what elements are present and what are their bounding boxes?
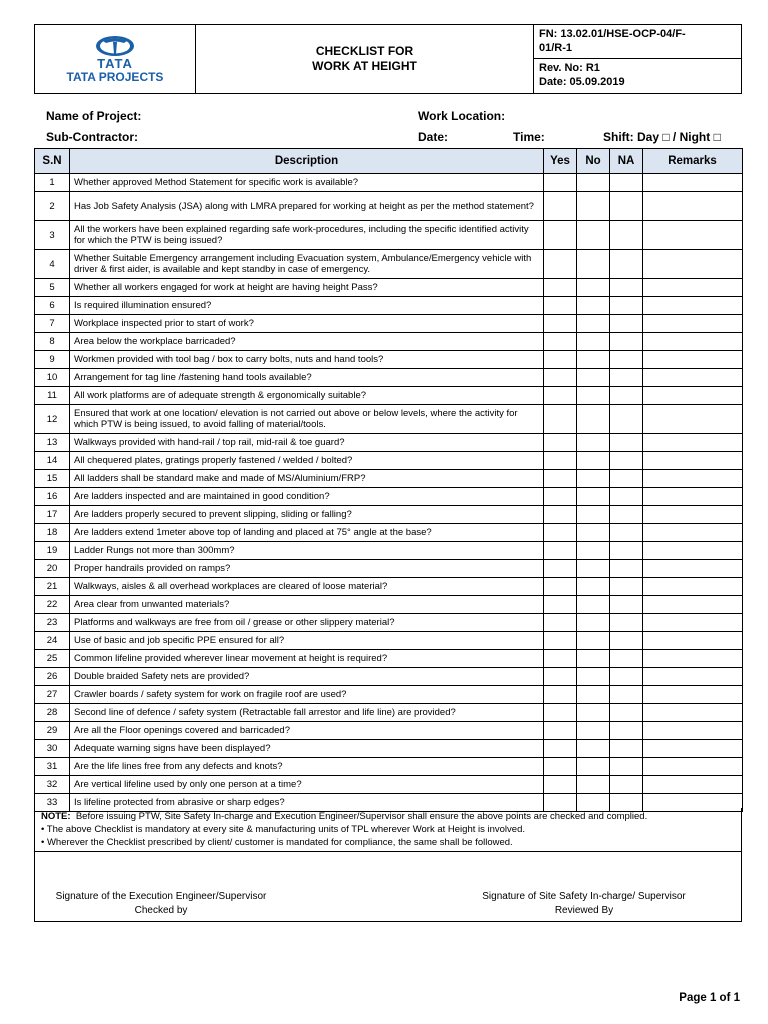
no-cell[interactable] [577, 387, 610, 405]
na-cell[interactable] [610, 315, 643, 333]
yes-cell[interactable] [544, 192, 577, 221]
row-description: Has Job Safety Analysis (JSA) along with LMRA prepared for working at height as per the method statement? [70, 192, 544, 221]
no-cell[interactable] [577, 632, 610, 650]
no-cell[interactable] [577, 740, 610, 758]
row-number: 6 [35, 297, 70, 315]
row-description: Whether Suitable Emergency arrangement including Evacuation system, Ambulance/Emergency vehicle with driver & first aider, is available and kept standby in case of emergency. [70, 250, 544, 279]
remarks-cell[interactable] [643, 333, 743, 351]
yes-cell[interactable] [544, 470, 577, 488]
yes-cell[interactable] [544, 434, 577, 452]
column-header-sn: S.N [35, 149, 70, 174]
no-cell[interactable] [577, 668, 610, 686]
row-description: Double braided Safety nets are provided? [70, 668, 544, 686]
na-cell[interactable] [610, 704, 643, 722]
yes-cell[interactable] [544, 221, 577, 250]
na-cell[interactable] [610, 524, 643, 542]
na-cell[interactable] [610, 506, 643, 524]
na-cell[interactable] [610, 560, 643, 578]
remarks-cell[interactable] [643, 776, 743, 794]
no-cell[interactable] [577, 250, 610, 279]
na-cell[interactable] [610, 758, 643, 776]
na-cell[interactable] [610, 221, 643, 250]
yes-cell[interactable] [544, 722, 577, 740]
note-label: NOTE: [41, 811, 71, 822]
no-cell[interactable] [577, 297, 610, 315]
na-cell[interactable] [610, 488, 643, 506]
column-header-remarks: Remarks [643, 149, 743, 174]
remarks-cell[interactable] [643, 578, 743, 596]
table-row [35, 524, 743, 542]
table-row [35, 668, 743, 686]
table-row [35, 221, 743, 250]
remarks-cell[interactable] [643, 722, 743, 740]
company-logo [35, 25, 196, 93]
no-cell[interactable] [577, 488, 610, 506]
no-cell[interactable] [577, 686, 610, 704]
table-row [35, 297, 743, 315]
row-number: 28 [35, 704, 70, 722]
table-row [35, 351, 743, 369]
table-row [35, 758, 743, 776]
row-description: Walkways, aisles & all overhead workplaces are cleared of loose material? [70, 578, 544, 596]
row-number: 9 [35, 351, 70, 369]
no-cell[interactable] [577, 722, 610, 740]
row-number: 10 [35, 369, 70, 387]
row-description: Crawler boards / safety system for work on fragile roof are used? [70, 686, 544, 704]
note-section [34, 808, 742, 852]
column-header-yes: Yes [544, 149, 577, 174]
document-meta [534, 25, 741, 93]
no-cell[interactable] [577, 560, 610, 578]
no-cell[interactable] [577, 596, 610, 614]
yes-cell[interactable] [544, 740, 577, 758]
yes-cell[interactable] [544, 560, 577, 578]
remarks-cell[interactable] [643, 668, 743, 686]
row-number: 18 [35, 524, 70, 542]
na-cell[interactable] [610, 470, 643, 488]
row-number: 26 [35, 668, 70, 686]
na-cell[interactable] [610, 596, 643, 614]
checklist-table [34, 148, 743, 812]
na-cell[interactable] [610, 632, 643, 650]
title-line-1: CHECKLIST FOR [315, 44, 414, 58]
na-cell[interactable] [610, 776, 643, 794]
yes-cell[interactable] [544, 279, 577, 297]
no-cell[interactable] [577, 470, 610, 488]
na-cell[interactable] [610, 279, 643, 297]
column-header-description: Description [70, 149, 544, 174]
row-number: 14 [35, 452, 70, 470]
note-line-1 [41, 810, 735, 823]
yes-cell[interactable] [544, 488, 577, 506]
remarks-cell[interactable] [643, 387, 743, 405]
remarks-cell[interactable] [643, 351, 743, 369]
row-description: Are vertical lifeline used by only one person at a time? [70, 776, 544, 794]
table-row [35, 405, 743, 434]
remarks-cell[interactable] [643, 524, 743, 542]
yes-cell[interactable] [544, 578, 577, 596]
signature-section [34, 852, 742, 922]
no-cell[interactable] [577, 221, 610, 250]
no-cell[interactable] [577, 351, 610, 369]
remarks-cell[interactable] [643, 192, 743, 221]
row-number: 17 [35, 506, 70, 524]
remarks-cell[interactable] [643, 315, 743, 333]
table-row [35, 542, 743, 560]
row-number: 8 [35, 333, 70, 351]
row-number: 11 [35, 387, 70, 405]
row-number: 31 [35, 758, 70, 776]
yes-cell[interactable] [544, 315, 577, 333]
remarks-cell[interactable] [643, 506, 743, 524]
row-number: 25 [35, 650, 70, 668]
row-description: All the workers have been explained regarding safe work-procedures, including the specific identified activity for which the PTW is being issued? [70, 221, 544, 250]
note-line-2: • The above Checklist is mandatory at every site & manufacturing units of TPL wherever Work at Height is involved. [41, 824, 526, 835]
na-cell[interactable] [610, 387, 643, 405]
execution-engineer-signature-label: Signature of the Execution Engineer/Supervisor [55, 891, 267, 902]
na-cell[interactable] [610, 542, 643, 560]
na-cell[interactable] [610, 297, 643, 315]
no-cell[interactable] [577, 506, 610, 524]
na-cell[interactable] [610, 686, 643, 704]
row-number: 24 [35, 632, 70, 650]
row-description: Adequate warning signs have been displayed? [70, 740, 544, 758]
row-number: 30 [35, 740, 70, 758]
shift-label: Shift: Day □ / Night □ [603, 130, 721, 144]
row-number: 16 [35, 488, 70, 506]
row-description: Are ladders properly secured to prevent slipping, sliding or falling? [70, 506, 544, 524]
remarks-cell[interactable] [643, 470, 743, 488]
na-cell[interactable] [610, 740, 643, 758]
remarks-cell[interactable] [643, 542, 743, 560]
table-row [35, 279, 743, 297]
project-name-label: Name of Project: [46, 109, 142, 123]
na-cell[interactable] [610, 614, 643, 632]
column-header-no: No [577, 149, 610, 174]
row-number: 12 [35, 405, 70, 434]
row-description: Area below the workplace barricaded? [70, 333, 544, 351]
row-number: 5 [35, 279, 70, 297]
row-number: 1 [35, 174, 70, 192]
table-row [35, 506, 743, 524]
yes-cell[interactable] [544, 542, 577, 560]
no-cell[interactable] [577, 650, 610, 668]
no-cell[interactable] [577, 524, 610, 542]
no-cell[interactable] [577, 315, 610, 333]
remarks-cell[interactable] [643, 650, 743, 668]
no-cell[interactable] [577, 614, 610, 632]
table-header-row [35, 149, 743, 174]
no-cell[interactable] [577, 758, 610, 776]
remarks-cell[interactable] [643, 560, 743, 578]
row-description: Whether approved Method Statement for specific work is available? [70, 174, 544, 192]
table-row [35, 470, 743, 488]
yes-cell[interactable] [544, 686, 577, 704]
na-cell[interactable] [610, 351, 643, 369]
remarks-cell[interactable] [643, 221, 743, 250]
row-number: 22 [35, 596, 70, 614]
table-row [35, 315, 743, 333]
row-number: 2 [35, 192, 70, 221]
row-number: 33 [35, 794, 70, 812]
row-number: 29 [35, 722, 70, 740]
page-number: Page 1 of 1 [679, 992, 740, 1004]
row-description: Workmen provided with tool bag / box to carry bolts, nuts and hand tools? [70, 351, 544, 369]
yes-cell[interactable] [544, 758, 577, 776]
row-description: Walkways provided with hand-rail / top rail, mid-rail & toe guard? [70, 434, 544, 452]
row-description: Ensured that work at one location/ elevation is not carried out above or below levels, where the activity for which PTW is being issued, to avoid falling of material/tools. [70, 405, 544, 434]
table-row [35, 776, 743, 794]
table-row [35, 333, 743, 351]
remarks-cell[interactable] [643, 488, 743, 506]
yes-cell[interactable] [544, 596, 577, 614]
document-title [196, 25, 534, 93]
table-row [35, 596, 743, 614]
logo-subtitle: TATA PROJECTS [66, 69, 164, 84]
revision-number: Rev. No: R1 [539, 62, 600, 74]
no-cell[interactable] [577, 369, 610, 387]
remarks-cell[interactable] [643, 596, 743, 614]
na-cell[interactable] [610, 369, 643, 387]
no-cell[interactable] [577, 704, 610, 722]
note-line-3: • Wherever the Checklist prescribed by client/ customer is mandated for compliance, the same shall be followed. [41, 837, 513, 848]
table-row [35, 434, 743, 452]
subcontractor-label: Sub-Contractor: [46, 130, 138, 144]
table-row [35, 632, 743, 650]
na-cell[interactable] [610, 250, 643, 279]
date-label: Date: [418, 130, 449, 144]
yes-cell[interactable] [544, 506, 577, 524]
table-row [35, 387, 743, 405]
yes-cell[interactable] [544, 405, 577, 434]
form-number-line-1: FN: 13.02.01/HSE-OCP-04/F- [539, 28, 686, 40]
remarks-cell[interactable] [643, 758, 743, 776]
row-number: 32 [35, 776, 70, 794]
row-number: 3 [35, 221, 70, 250]
na-cell[interactable] [610, 650, 643, 668]
row-description: Platforms and walkways are free from oil / grease or other slippery material? [70, 614, 544, 632]
remarks-cell[interactable] [643, 452, 743, 470]
no-cell[interactable] [577, 578, 610, 596]
no-cell[interactable] [577, 192, 610, 221]
remarks-cell[interactable] [643, 250, 743, 279]
row-number: 21 [35, 578, 70, 596]
row-description: All work platforms are of adequate strength & ergonomically suitable? [70, 387, 544, 405]
column-header-na: NA [610, 149, 643, 174]
row-description: Arrangement for tag line /fastening hand tools available? [70, 369, 544, 387]
na-cell[interactable] [610, 434, 643, 452]
table-row [35, 174, 743, 192]
time-label: Time: [513, 130, 545, 144]
row-description: Whether all workers engaged for work at height are having height Pass? [70, 279, 544, 297]
yes-cell[interactable] [544, 351, 577, 369]
yes-cell[interactable] [544, 704, 577, 722]
row-description: Is required illumination ensured? [70, 297, 544, 315]
remarks-cell[interactable] [643, 369, 743, 387]
yes-cell[interactable] [544, 297, 577, 315]
yes-cell[interactable] [544, 452, 577, 470]
table-row [35, 650, 743, 668]
remarks-cell[interactable] [643, 405, 743, 434]
no-cell[interactable] [577, 279, 610, 297]
row-description: Area clear from unwanted materials? [70, 596, 544, 614]
na-cell[interactable] [610, 578, 643, 596]
remarks-cell[interactable] [643, 434, 743, 452]
remarks-cell[interactable] [643, 279, 743, 297]
yes-cell[interactable] [544, 668, 577, 686]
revision-date: Date: 05.09.2019 [539, 76, 625, 88]
remarks-cell[interactable] [643, 686, 743, 704]
row-description: Workplace inspected prior to start of work? [70, 315, 544, 333]
yes-cell[interactable] [544, 650, 577, 668]
row-description: Are ladders inspected and are maintained in good condition? [70, 488, 544, 506]
yes-cell[interactable] [544, 632, 577, 650]
work-location-label: Work Location: [418, 109, 506, 123]
row-number: 27 [35, 686, 70, 704]
revision-info [534, 59, 741, 93]
row-number: 15 [35, 470, 70, 488]
row-description: Are ladders extend 1meter above top of landing and placed at 75° angle at the base? [70, 524, 544, 542]
table-row [35, 614, 743, 632]
row-description: Proper handrails provided on ramps? [70, 560, 544, 578]
yes-cell[interactable] [544, 524, 577, 542]
table-row [35, 369, 743, 387]
row-description: Is lifeline protected from abrasive or sharp edges? [70, 794, 544, 812]
na-cell[interactable] [610, 722, 643, 740]
remarks-cell[interactable] [643, 704, 743, 722]
table-row [35, 192, 743, 221]
table-row [35, 740, 743, 758]
na-cell[interactable] [610, 668, 643, 686]
row-description: Are the life lines free from any defects and knots? [70, 758, 544, 776]
na-cell[interactable] [610, 452, 643, 470]
no-cell[interactable] [577, 776, 610, 794]
row-number: 4 [35, 250, 70, 279]
no-cell[interactable] [577, 452, 610, 470]
row-number: 20 [35, 560, 70, 578]
yes-cell[interactable] [544, 333, 577, 351]
row-number: 23 [35, 614, 70, 632]
yes-cell[interactable] [544, 776, 577, 794]
remarks-cell[interactable] [643, 614, 743, 632]
title-line-2: WORK AT HEIGHT [312, 59, 417, 73]
row-description: All chequered plates, gratings properly fastened / welded / bolted? [70, 452, 544, 470]
checked-by-label: Checked by [134, 905, 188, 916]
document-header [34, 24, 742, 94]
row-number: 19 [35, 542, 70, 560]
table-row [35, 722, 743, 740]
table-row [35, 560, 743, 578]
table-row [35, 488, 743, 506]
na-cell[interactable] [610, 333, 643, 351]
no-cell[interactable] [577, 405, 610, 434]
execution-engineer-signature [41, 890, 281, 918]
safety-incharge-signature-label: Signature of Site Safety In-charge/ Supervisor [482, 891, 686, 902]
form-number-line-2: 01/R-1 [539, 42, 573, 54]
yes-cell[interactable] [544, 174, 577, 192]
table-row [35, 704, 743, 722]
tata-logo-icon [95, 35, 135, 57]
no-cell[interactable] [577, 174, 610, 192]
row-description: All ladders shall be standard make and made of MS/Aluminium/FRP? [70, 470, 544, 488]
logo-wordmark: TATA [97, 55, 133, 71]
yes-cell[interactable] [544, 614, 577, 632]
yes-cell[interactable] [544, 250, 577, 279]
no-cell[interactable] [577, 542, 610, 560]
remarks-cell[interactable] [643, 740, 743, 758]
remarks-cell[interactable] [643, 297, 743, 315]
na-cell[interactable] [610, 174, 643, 192]
table-row [35, 250, 743, 279]
remarks-cell[interactable] [643, 174, 743, 192]
yes-cell[interactable] [544, 387, 577, 405]
row-description: Ladder Rungs not more than 300mm? [70, 542, 544, 560]
row-description: Common lifeline provided wherever linear movement at height is required? [70, 650, 544, 668]
no-cell[interactable] [577, 434, 610, 452]
note-text-1: Before issuing PTW, Site Safety In-charge and Execution Engineer/Supervisor shall ensure the above points are checked and complied. [75, 811, 648, 822]
reviewed-by-label: Reviewed By [554, 905, 614, 916]
row-number: 7 [35, 315, 70, 333]
table-row [35, 686, 743, 704]
no-cell[interactable] [577, 333, 610, 351]
row-description: Use of basic and job specific PPE ensured for all? [70, 632, 544, 650]
form-number [534, 25, 741, 59]
row-number: 13 [35, 434, 70, 452]
yes-cell[interactable] [544, 369, 577, 387]
safety-incharge-signature [459, 890, 709, 918]
row-description: Second line of defence / safety system (Retractable fall arrestor and life line) are provided? [70, 704, 544, 722]
table-row [35, 452, 743, 470]
remarks-cell[interactable] [643, 632, 743, 650]
na-cell[interactable] [610, 405, 643, 434]
na-cell[interactable] [610, 192, 643, 221]
table-row [35, 578, 743, 596]
row-description: Are all the Floor openings covered and barricaded? [70, 722, 544, 740]
